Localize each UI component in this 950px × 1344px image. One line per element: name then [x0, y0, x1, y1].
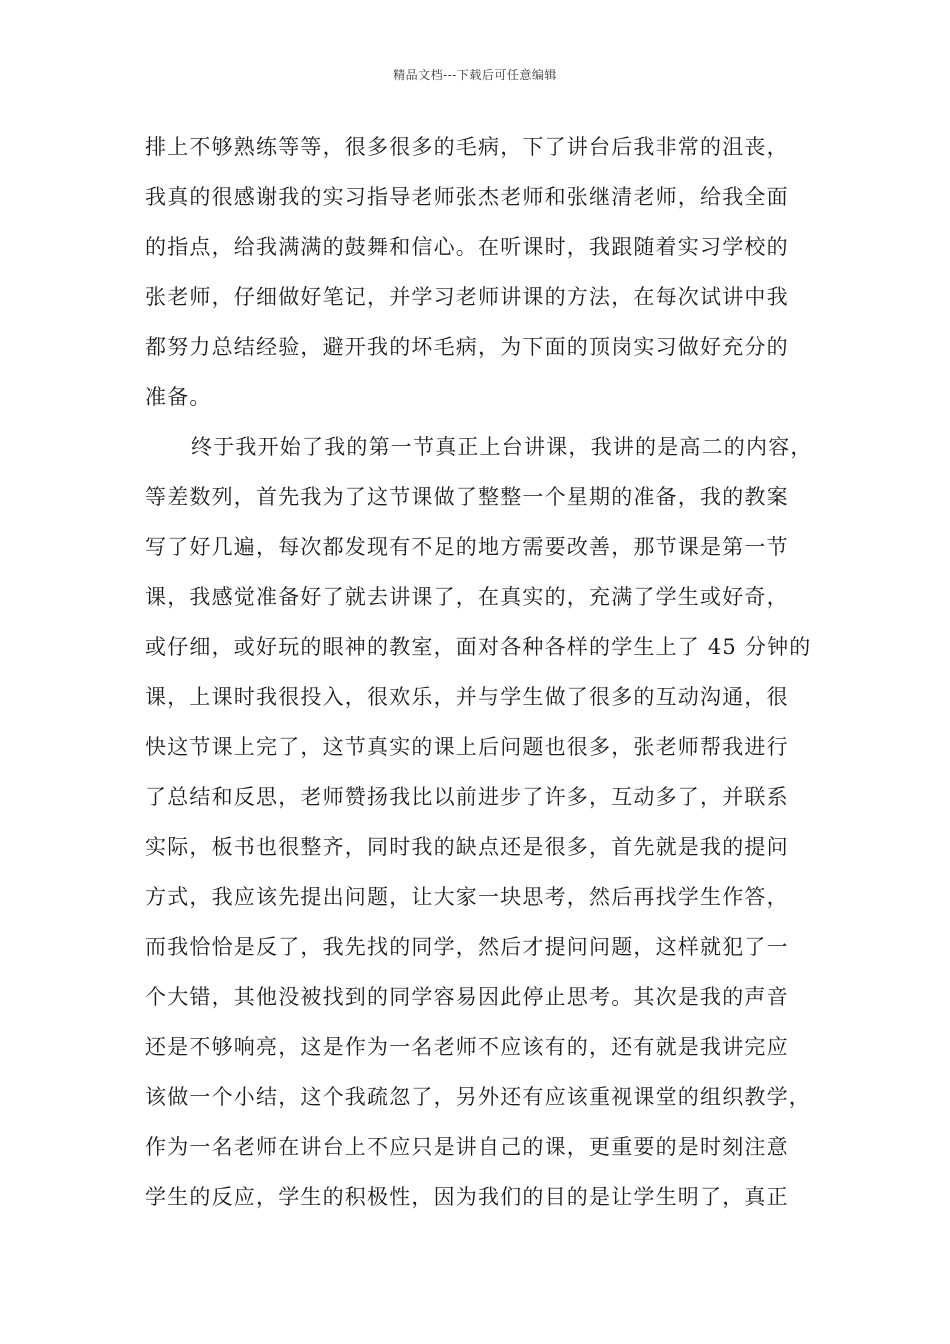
text-line: 实际，板书也很整齐，同时我的缺点还是很多，首先就是我的提问 — [145, 835, 789, 859]
text-line: 张老师，仔细做好笔记，并学习老师讲课的方法，在每次试讲中我 — [145, 285, 789, 309]
text-line: 个大错，其他没被找到的同学容易因此停止思考。其次是我的声音 — [145, 985, 789, 1009]
text-line: 写了好几遍，每次都发现有不足的地方需要改善，那节课是第一节 — [145, 535, 789, 559]
text-line: 还是不够响亮，这是作为一名老师不应该有的，还有就是我讲完应 — [145, 1035, 789, 1059]
text-line: 等差数列，首先我为了这节课做了整整一个星期的准备，我的教案 — [145, 485, 789, 509]
text-line: 作为一名老师在讲台上不应只是讲自己的课，更重要的是时刻注意 — [145, 1135, 789, 1159]
paragraph-start-line: 终于我开始了我的第一节真正上台讲课，我讲的是高二的内容， — [191, 435, 813, 459]
document-body — [145, 122, 813, 1222]
text-line: 排上不够熟练等等，很多很多的毛病，下了讲台后我非常的沮丧， — [145, 135, 789, 159]
text-line: 课，上课时我很投入，很欢乐，并与学生做了很多的互动沟通，很 — [145, 685, 789, 709]
text-line: 了总结和反思，老师赞扬我比以前进步了许多，互动多了，并联系 — [145, 785, 789, 809]
text-line: 方式，我应该先提出问题，让大家一块思考，然后再找学生作答， — [145, 885, 789, 909]
text-line: 的指点，给我满满的鼓舞和信心。在听课时，我跟随着实习学校的 — [145, 235, 789, 259]
text-line: 该做一个小结，这个我疏忽了，另外还有应该重视课堂的组织教学， — [145, 1085, 811, 1109]
page-header: 精品文档---下载后可任意编辑 — [393, 68, 557, 82]
text-line: 都努力总结经验，避开我的坏毛病，为下面的顶岗实习做好充分的 — [145, 335, 789, 359]
text-line: 学生的反应，学生的积极性，因为我们的目的是让学生明了，真正 — [145, 1185, 789, 1209]
text-line: 准备。 — [145, 385, 212, 409]
text-line: 我真的很感谢我的实习指导老师张杰老师和张继清老师，给我全面 — [145, 185, 789, 209]
text-line: 课，我感觉准备好了就去讲课了，在真实的，充满了学生或好奇， — [145, 585, 789, 609]
text-line: 而我恰恰是反了，我先找的同学，然后才提问问题，这样就犯了一 — [145, 935, 789, 959]
text-line: 或仔细，或好玩的眼神的教室，面对各种各样的学生上了 45 分钟的 — [145, 635, 812, 659]
text-line: 快这节课上完了，这节真实的课上后问题也很多，张老师帮我进行 — [145, 735, 789, 759]
